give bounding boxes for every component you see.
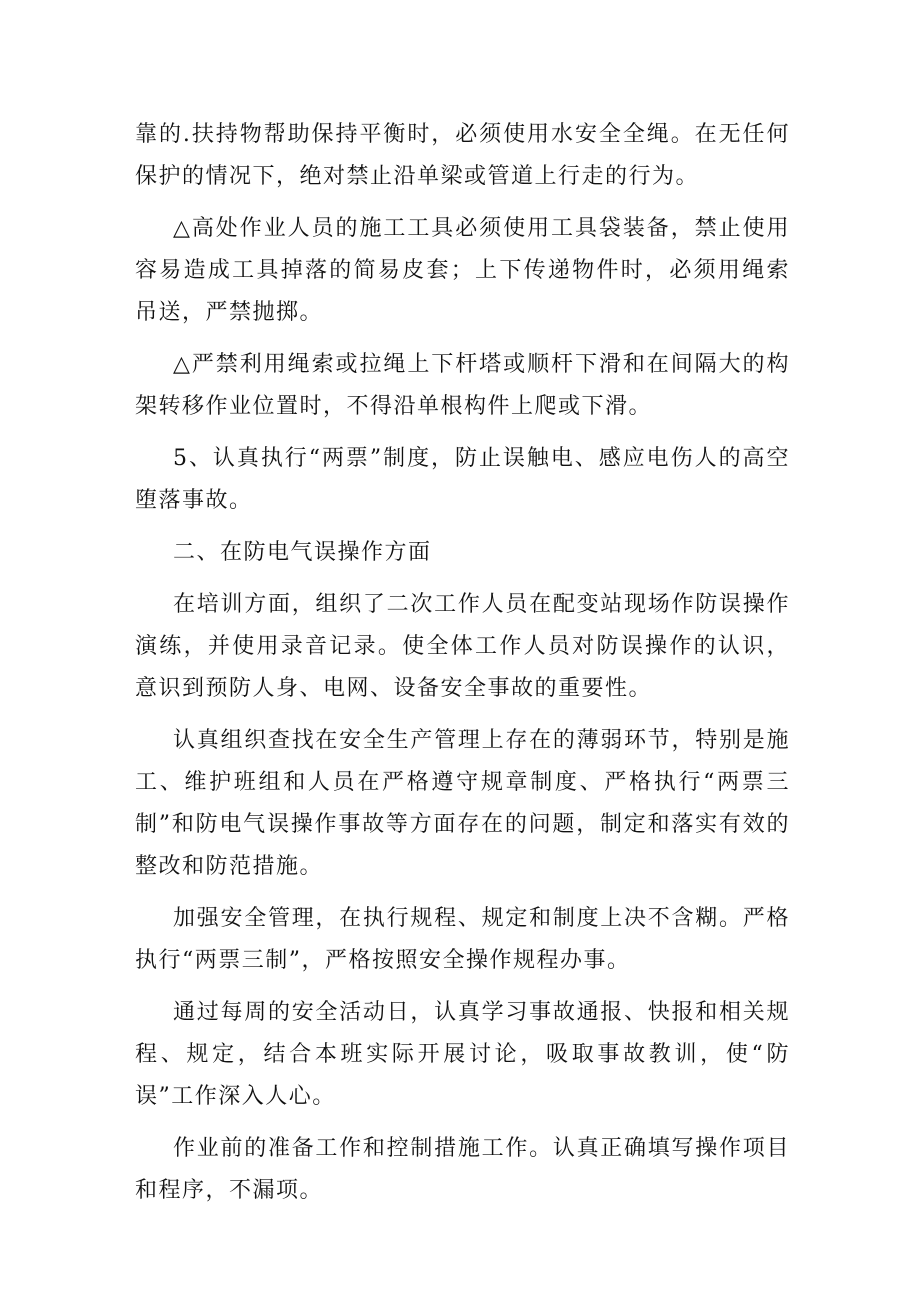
paragraph-safety-management: 加强安全管理，在执行规程、规定和制度上决不含糊。严格执行“两票三制”，严格按照安全操作规程办事。 — [135, 906, 790, 973]
paragraph-tool-bag: △高处作业人员的施工工具必须使用工具袋装备，禁止使用容易造成工具掉落的简易皮套；上下传递物件时，必须用绳索吊送，严禁抛掷。 — [135, 216, 790, 325]
paragraph-continued-safety-rope: 靠的.扶持物帮助保持平衡时，必须使用水安全全绳。在无任何保护的情况下，绝对禁止沿单梁或管道上行走的行为。 — [135, 122, 790, 189]
paragraph-two-tickets-system: 5、认真执行“两票”制度，防止误触电、感应电伤人的高空堕落事故。 — [135, 446, 790, 513]
paragraph-no-rope-climbing: △严禁利用绳索或拉绳上下杆塔或顺杆下滑和在间隔大的构架转移作业位置时，不得沿单根构件上爬或下滑。 — [135, 352, 790, 419]
document-body — [135, 114, 790, 1222]
paragraph-weak-links: 认真组织查找在安全生产管理上存在的薄弱环节，特别是施工、维护班组和人员在严格遵守规章制度、严格执行“两票三制”和防电气误操作事故等方面存在的问题，制定和落实有效的整改和防范措施。 — [135, 728, 790, 879]
paragraph-preparation: 作业前的准备工作和控制措施工作。认真正确填写操作项目和程序，不漏项。 — [135, 1136, 790, 1203]
section-heading-misoperation: 二、在防电气误操作方面 — [173, 540, 432, 565]
paragraph-weekly-activity: 通过每周的安全活动日，认真学习事故通报、快报和相关规程、规定，结合本班实际开展讨论，吸取事故教训，使“防误”工作深入人心。 — [135, 1000, 790, 1109]
paragraph-training: 在培训方面，组织了二次工作人员在配变站现场作防误操作演练，并使用录音记录。使全体工作人员对防误操作的认识，意识到预防人身、电网、设备安全事故的重要性。 — [135, 592, 790, 701]
